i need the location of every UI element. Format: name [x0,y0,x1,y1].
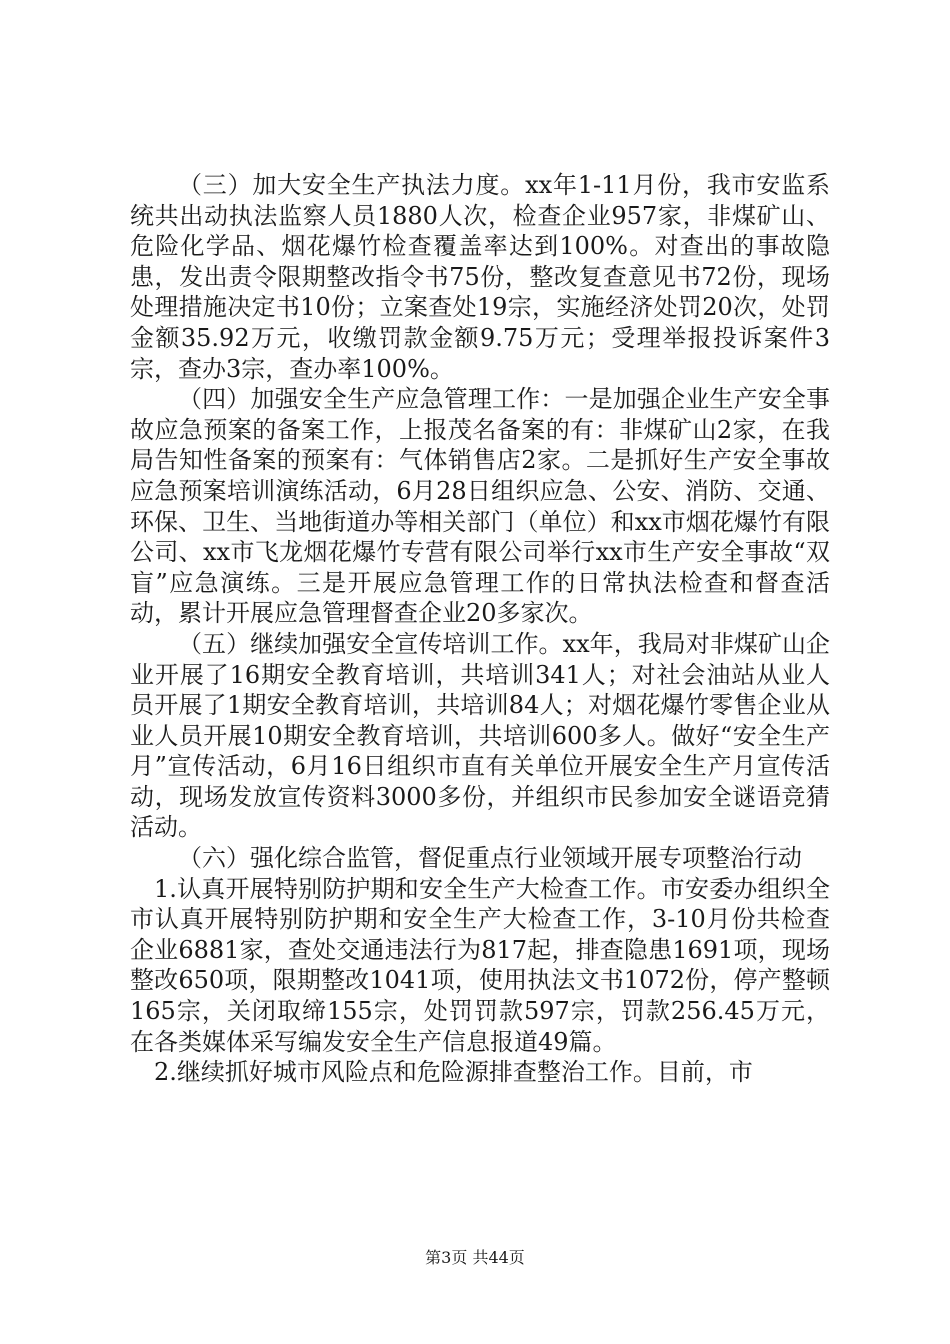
page-footer [0,1245,950,1268]
paragraph-section-4: （四）加强安全生产应急管理工作：一是加强企业生产安全事故应急预案的备案工作，上报茂名备案的有：非煤矿山2家，在我局告知性备案的预案有：气体销售店2家。二是抓好生产安全事故应急预案培训演练活动，6月28日组织应急、公安、消防、交通、环保、卫生、当地街道办等相关部门（单位）和xx市烟花爆竹有限公司、xx市飞龙烟花爆竹专营有限公司举行xx市生产安全事故“双盲”应急演练。三是开展应急管理工作的日常执法检查和督查活动，累计开展应急管理督查企业20多家次。 [130,385,830,628]
paragraph-item-2: 2.继续抓好城市风险点和危险源排查整治工作。目前，市 [154,1058,753,1087]
paragraph-section-3: （三）加大安全生产执法力度。xx年1-11月份，我市安监系统共出动执法监察人员1880人次，检查企业957家，非煤矿山、危险化学品、烟花爆竹检查覆盖率达到100%。对查出的事故隐患，发出责令限期整改指令书75份，整改复查意见书72份，现场处理措施决定书10份；立案查处19宗，实施经济处罚20次，处罚金额35.92万元，收缴罚款金额9.75万元；受理举报投诉案件3宗，查办3宗，查办率100%。 [130,171,830,383]
document-body [130,170,830,1088]
page-number-label: 第3页 共44页 [425,1248,525,1267]
paragraph-item-1: 1.认真开展特别防护期和安全生产大检查工作。市安委办组织全市认真开展特别防护期和安全生产大检查工作，3-10月份共检查企业6881家，查处交通违法行为817起，排查隐患1691项，现场整改650项，限期整改1041项，使用执法文书1072份，停产整顿165宗，关闭取缔155宗，处罚罚款597宗，罚款256.45万元，在各类媒体采写编发安全生产信息报道49篇。 [130,874,830,1056]
paragraph-section-5: （五）继续加强安全宣传培训工作。xx年，我局对非煤矿山企业开展了16期安全教育培训，共培训341人；对社会油站从业人员开展了1期安全教育培训，共培训84人；对烟花爆竹零售企业从业人员开展10期安全教育培训，共培训600多人。做好“安全生产月”宣传活动，6月16日组织市直有关单位开展安全生产月宣传活动，现场发放宣传资料3000多份，并组织市民参加安全谜语竞猜活动。 [130,629,830,842]
paragraph-section-6-heading: （六）强化综合监管，督促重点行业领域开展专项整治行动 [178,844,802,873]
